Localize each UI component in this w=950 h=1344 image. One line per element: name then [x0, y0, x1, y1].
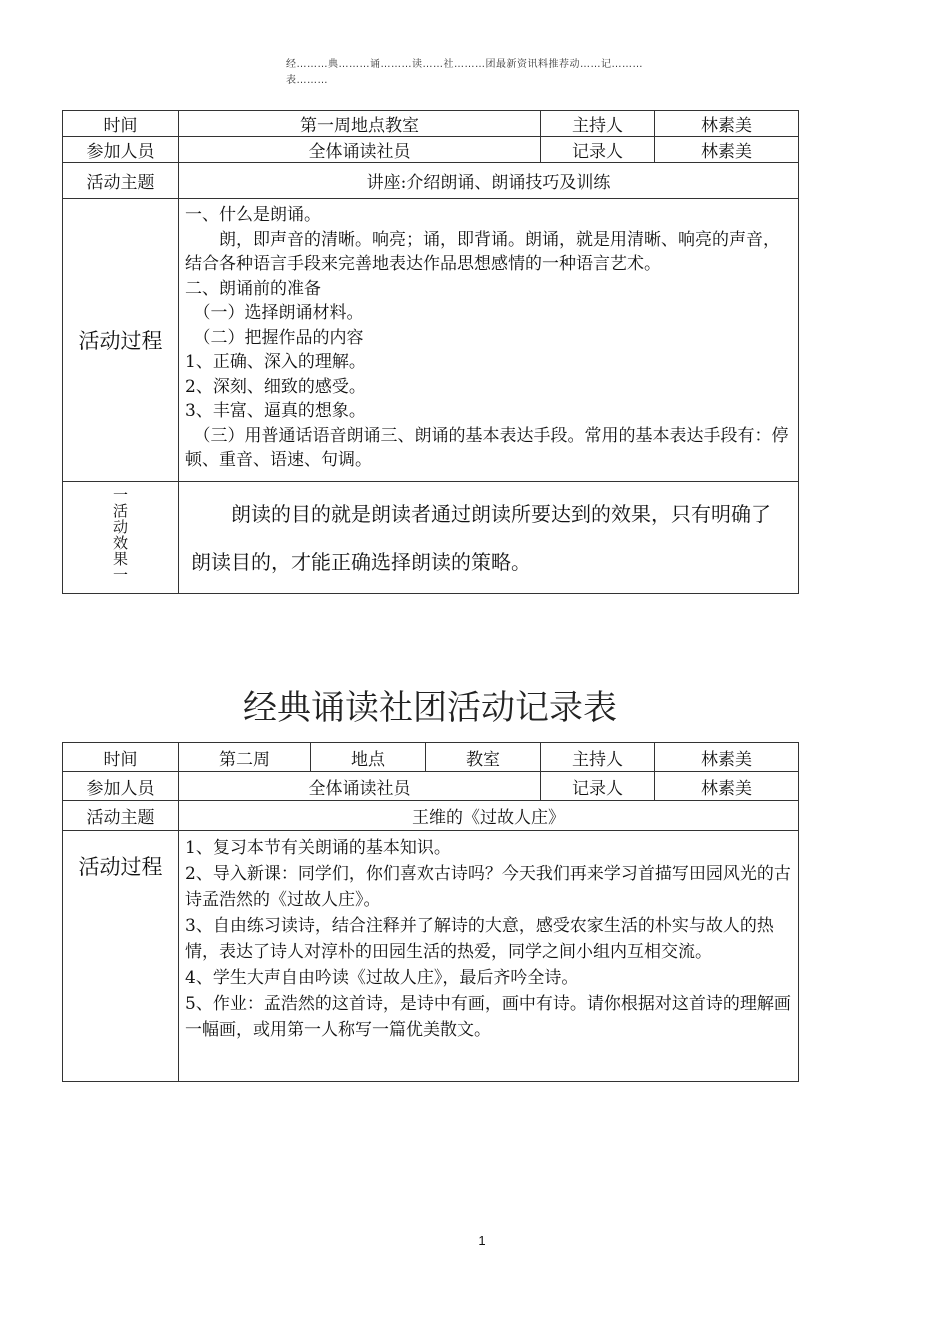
location-value: 教室: [426, 743, 541, 772]
host-value: 林素美: [655, 111, 799, 137]
process-label: 活动过程: [63, 831, 179, 1082]
recorder-value: 林素美: [655, 772, 799, 801]
process-line: 5、作业：孟浩然的这首诗，是诗中有画，画中有诗。请你根据对这首诗的理解画一幅画，或用第一人称写一篇优美散文。: [185, 994, 791, 1040]
process-line: 朗，即声音的清晰。响亮；诵，即背诵。朗诵，就是用清晰、响亮的声音，结合各种语言手段来完善地表达作品思想感情的一种语言艺术。: [185, 229, 780, 274]
process-line: 2、导入新课：同学们，你们喜欢古诗吗？今天我们再来学习首描写田园风光的古诗孟浩然的《过故人庄》。: [185, 864, 791, 910]
process-label: 活动过程: [63, 199, 179, 482]
process-line: 1、复习本节有关朗诵的基本知识。: [185, 838, 451, 858]
participants-label: 参加人员: [63, 772, 179, 801]
recorder-value: 林素美: [655, 137, 799, 163]
effect-label: 一活动效果一: [111, 487, 129, 583]
process-line: 2、深刻、细致的感受。: [185, 376, 366, 397]
theme-value: 王维的《过故人庄》: [179, 801, 799, 831]
theme-label: 活动主题: [63, 163, 179, 199]
participants-value: 全体诵读社员: [179, 772, 541, 801]
process-line: 一、什么是朗诵。: [185, 205, 321, 225]
recorder-label: 记录人: [541, 137, 655, 163]
process-line: 3、自由练习读诗，结合注释并了解诗的大意，感受农家生活的朴实与故人的热情，表达了诗人对淳朴的田园生活的热爱，同学之间小组内互相交流。: [185, 916, 774, 962]
theme-value: 讲座:介绍朗诵、朗诵技巧及训练: [179, 163, 799, 199]
time-label: 时间: [63, 743, 179, 772]
process-line: （二）把握作品的内容: [185, 327, 364, 348]
time-value: 第二周: [179, 743, 311, 772]
process-line: （三）用普通话语音朗诵三、朗诵的基本表达手段。常用的基本表达手段有：停顿、重音、语速、句调。: [185, 425, 789, 470]
location-label: 地点: [311, 743, 426, 772]
effect-text: 朗读的目的就是朗读者通过朗读所要达到的效果，只有明确了朗读目的，才能正确选择朗读的策略。: [179, 482, 799, 594]
theme-label: 活动主题: [63, 801, 179, 831]
recorder-label: 记录人: [541, 772, 655, 801]
effect-label-cell: [63, 482, 179, 594]
host-label: 主持人: [541, 111, 655, 137]
host-value: 林素美: [655, 743, 799, 772]
host-label: 主持人: [541, 743, 655, 772]
time-label: 时间: [63, 111, 179, 137]
process-line: 3、丰富、逼真的想象。: [185, 401, 366, 421]
page-title: 经典诵读社团活动记录表: [243, 688, 617, 728]
process-line: 4、学生大声自由吟读《过故人庄》，最后齐吟全诗。: [185, 968, 579, 988]
process-content: [179, 199, 799, 482]
page-number: 1: [478, 1233, 486, 1248]
activity-record-table-week2: [62, 742, 799, 1082]
process-line: 1、正确、深入的理解。: [185, 352, 366, 372]
process-line: 二、朗诵前的准备: [185, 278, 321, 299]
activity-record-table-week1: [62, 110, 799, 594]
process-content: [179, 831, 799, 1082]
participants-value: 全体诵读社员: [179, 137, 541, 163]
participants-label: 参加人员: [63, 137, 179, 163]
process-line: （一）选择朗诵材料。: [185, 303, 364, 323]
time-value: 第一周地点教室: [179, 111, 541, 137]
page-header: 经………典………诵………读……社………团最新资讯料推荐动……记………表………: [286, 59, 643, 86]
